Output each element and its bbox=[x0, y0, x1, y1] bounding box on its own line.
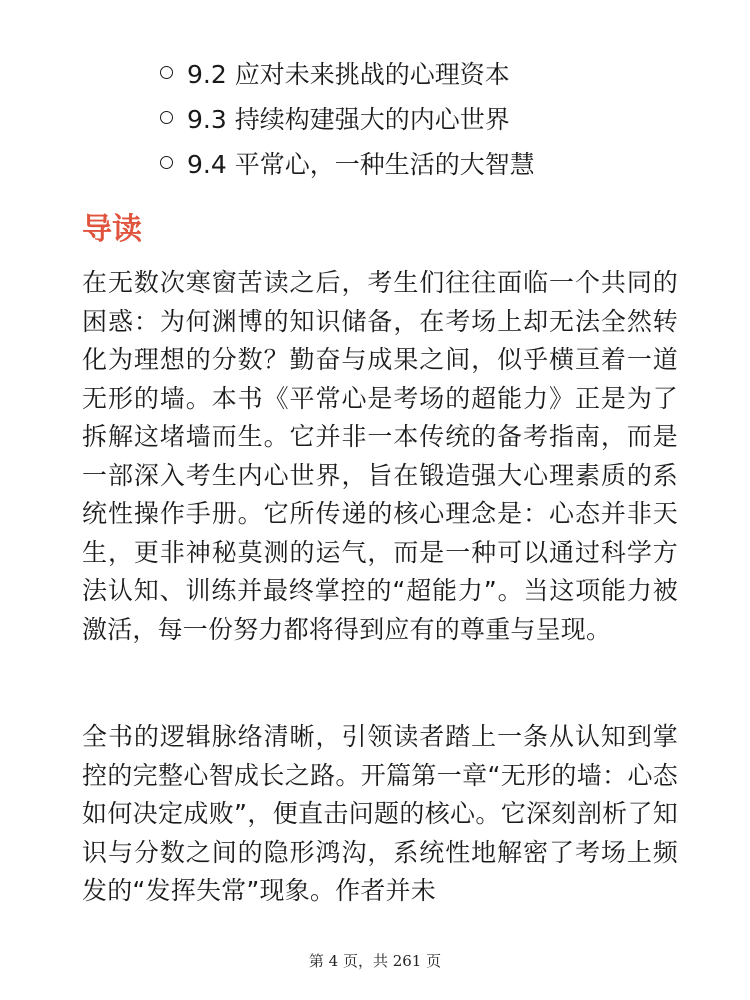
toc-item-label: 9.2 应对未来挑战的心理资本 bbox=[187, 59, 510, 89]
body-paragraph: 在无数次寒窗苦读之后，考生们往往面临一个共同的困惑：为何渊博的知识储备，在考场上却无法全然转化为理想的分数？勤奋与成果之间，似乎横亘着一道无形的墙。本书《平常心是考场的超能力》正是为了拆解这堵墙而生。它并非一本传统的备考指南，而是一部深入考生内心世界，旨在锻造强大心理素质的系统性操作手册。它所传递的核心理念是：心态并非天生，更非神秘莫测的运气，而是一种可以通过科学方法认知、训练并最终掌控的“超能力”。当这项能力被激活，每一份努力都将得到应有的尊重与呈现。 bbox=[82, 268, 678, 644]
hollow-circle-bullet-icon bbox=[160, 156, 173, 169]
hollow-circle-bullet-icon bbox=[160, 111, 173, 124]
toc-item-label: 9.4 平常心，一种生活的大智慧 bbox=[187, 149, 535, 179]
page-number-footer: 第 4 页，共 261 页 bbox=[308, 952, 442, 970]
toc-item bbox=[160, 140, 720, 185]
toc-list bbox=[160, 50, 720, 185]
hollow-circle-bullet-icon bbox=[160, 66, 173, 79]
toc-item bbox=[160, 50, 720, 95]
section-heading: 导读 bbox=[82, 212, 142, 247]
toc-item-label: 9.3 持续构建强大的内心世界 bbox=[187, 104, 510, 134]
body-paragraph: 全书的逻辑脉络清晰，引领读者踏上一条从认知到掌控的完整心智成长之路。开篇第一章“无形的墙：心态如何决定成败”，便直击问题的核心。它深刻剖析了知识与分数之间的隐形鸿沟，系统性地解密了考场上频发的“发挥失常”现象。作者并未 bbox=[82, 722, 678, 905]
toc-item bbox=[160, 95, 720, 140]
